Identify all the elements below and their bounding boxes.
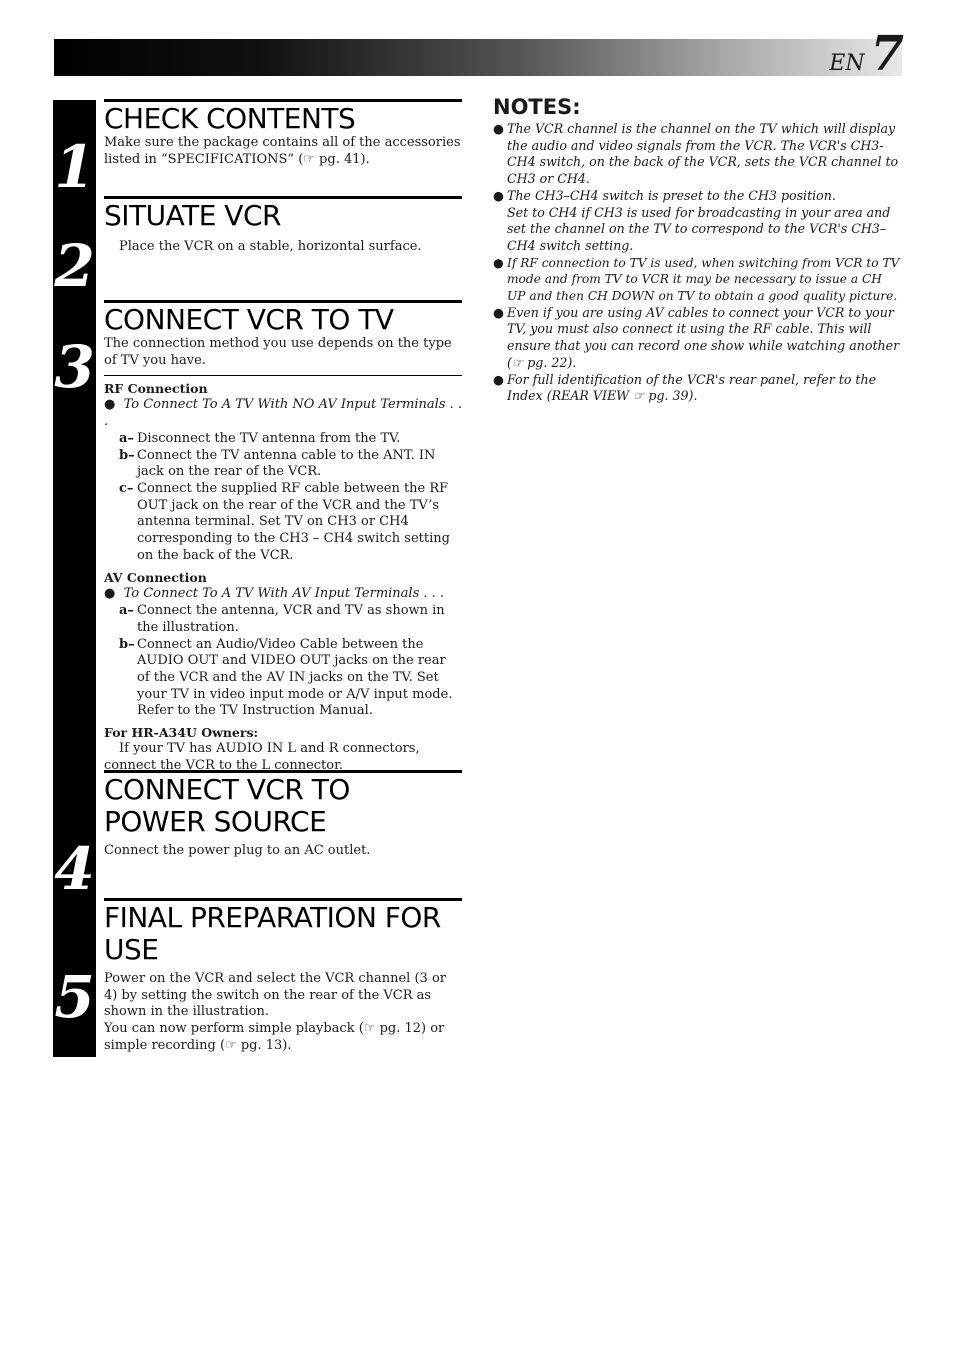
bullet-icon: ● [493,304,504,320]
rf-bullet-text: To Connect To A TV With NO AV Input Terminals . . . [104,397,462,430]
owners-heading: For HR-A34U Owners: [104,725,259,741]
bullet-icon: ● [493,121,504,136]
note-item [493,305,903,372]
page-number: 7 [870,26,904,82]
note-text: The CH3–CH4 switch is preset to the CH3 position. [507,187,836,203]
section-text: Connect the power plug to an AC outlet. [104,843,371,858]
section-text: Place the VCR on a stable, horizontal surface. [119,239,422,254]
bullet-icon: ● [104,397,124,413]
av-bullet-text: To Connect To A TV With AV Input Terminals . . . [123,586,445,602]
note-item [493,255,903,305]
language-code: EN [829,51,865,76]
bullet-icon: ● [493,371,504,387]
section-text: Make sure the package contains all of the accessories listed in “SPECIFICATIONS” (☞ pg. 41). [104,135,461,167]
section-situate-vcr [104,196,462,256]
section-check-contents [104,99,462,168]
section-title-line-1: CONNECT VCR TO [104,773,350,806]
notes-title: NOTES: [493,95,581,119]
section-intro: The connection method you use depends on the type of TV you have. [104,336,452,368]
step-text: Connect the antenna, VCR and TV as shown in the illustration. [137,603,445,635]
av-bullet [104,586,462,603]
step-number-1: 1 [54,133,95,201]
note-item [493,121,903,188]
notes-panel [493,95,903,405]
step-number-2: 2 [54,232,95,300]
step-number-4: 4 [54,835,95,903]
step-label: a– [119,603,134,619]
rf-bullet [104,397,462,430]
note-text: Set to CH4 if CH3 is used for broadcasting in your area and set the channel on the TV to correspond to the VCR's CH3–CH4 switch setting. [507,204,891,253]
step-text: Connect the supplied RF cable between the RF OUT jack on the rear of the VCR and the TV’s antenna terminal. Set TV on CH3 or CH4 corresponding to the CH3 – CH4 switch setting on the back of the VCR. [137,480,450,563]
step-label: a– [119,430,134,446]
step-label: b– [119,636,135,652]
note-text: Even if you are using AV cables to connect your VCR to your TV, you must also connect it using the RF cable. This will ensure that you can record one show while watching another (☞ pg. 22). [507,304,900,370]
section-title: SITUATE VCR [104,199,281,232]
section-title-line-2: POWER SOURCE [104,805,327,838]
step-label: c– [119,480,134,496]
page-label [829,26,904,82]
section-title-line-1: FINAL PREPARATION FOR [104,901,441,934]
note-item [493,372,903,405]
section-text-1: Power on the VCR and select the VCR channel (3 or 4) by setting the switch on the rear of the VCR as shown in the illustration. [104,971,446,1020]
section-connect-power [104,770,462,860]
step-label: b– [119,447,135,463]
owners-line-2: connect the VCR to the L connector. [104,757,344,773]
note-item [493,188,903,205]
section-final-preparation [104,898,462,1055]
section-title: CONNECT VCR TO TV [104,303,394,336]
step-text: Connect an Audio/Video Cable between the AUDIO OUT and VIDEO OUT jacks on the rear of the VCR and the AV IN jacks on the TV. Set your TV in video input mode or A/V input mode. Refer to the TV Instruction Manual. [137,636,453,719]
av-step-b [104,637,462,721]
bullet-icon: ● [493,187,504,203]
section-text-2: You can now perform simple playback (☞ pg. 12) or simple recording (☞ pg. 13). [104,1021,445,1053]
step-number-5: 5 [54,963,95,1031]
bullet-icon: ● [493,255,504,270]
note-text: The VCR channel is the channel on the TV which will display the audio and video signals from the VCR. The VCR's CH3-CH4 switch, on the back of the VCR, sets the VCR channel to CH3 or CH4. [507,121,899,187]
rf-step-a [104,431,462,448]
av-step-a [104,603,462,636]
rf-connection-heading: RF Connection [104,381,208,397]
note-text: For full identification of the VCR's rear panel, refer to the Index (REAR VIEW ☞ pg. 39). [507,371,877,404]
owners-line-1: If your TV has AUDIO IN L and R connectors, [119,741,420,757]
divider [104,375,462,376]
rf-step-b [104,448,462,481]
section-connect-vcr-to-tv [104,300,462,774]
bullet-icon: ● [104,586,124,602]
header-gradient-bar [54,39,902,76]
section-title-line-2: USE [104,933,159,966]
rf-step-c [104,481,462,565]
section-title: CHECK CONTENTS [104,102,356,135]
step-text: Connect the TV antenna cable to the ANT. IN jack on the rear of the VCR. [137,447,436,480]
note-text: If RF connection to TV is used, when switching from VCR to TV mode and from TV to VCR it may be necessary to issue a CH UP and then CH DOWN on TV to obtain a good quality picture. [507,255,900,304]
note-continuation [493,205,903,255]
step-text: Disconnect the TV antenna from the TV. [137,430,401,446]
av-connection-heading: AV Connection [104,570,207,586]
step-number-3: 3 [54,333,95,401]
